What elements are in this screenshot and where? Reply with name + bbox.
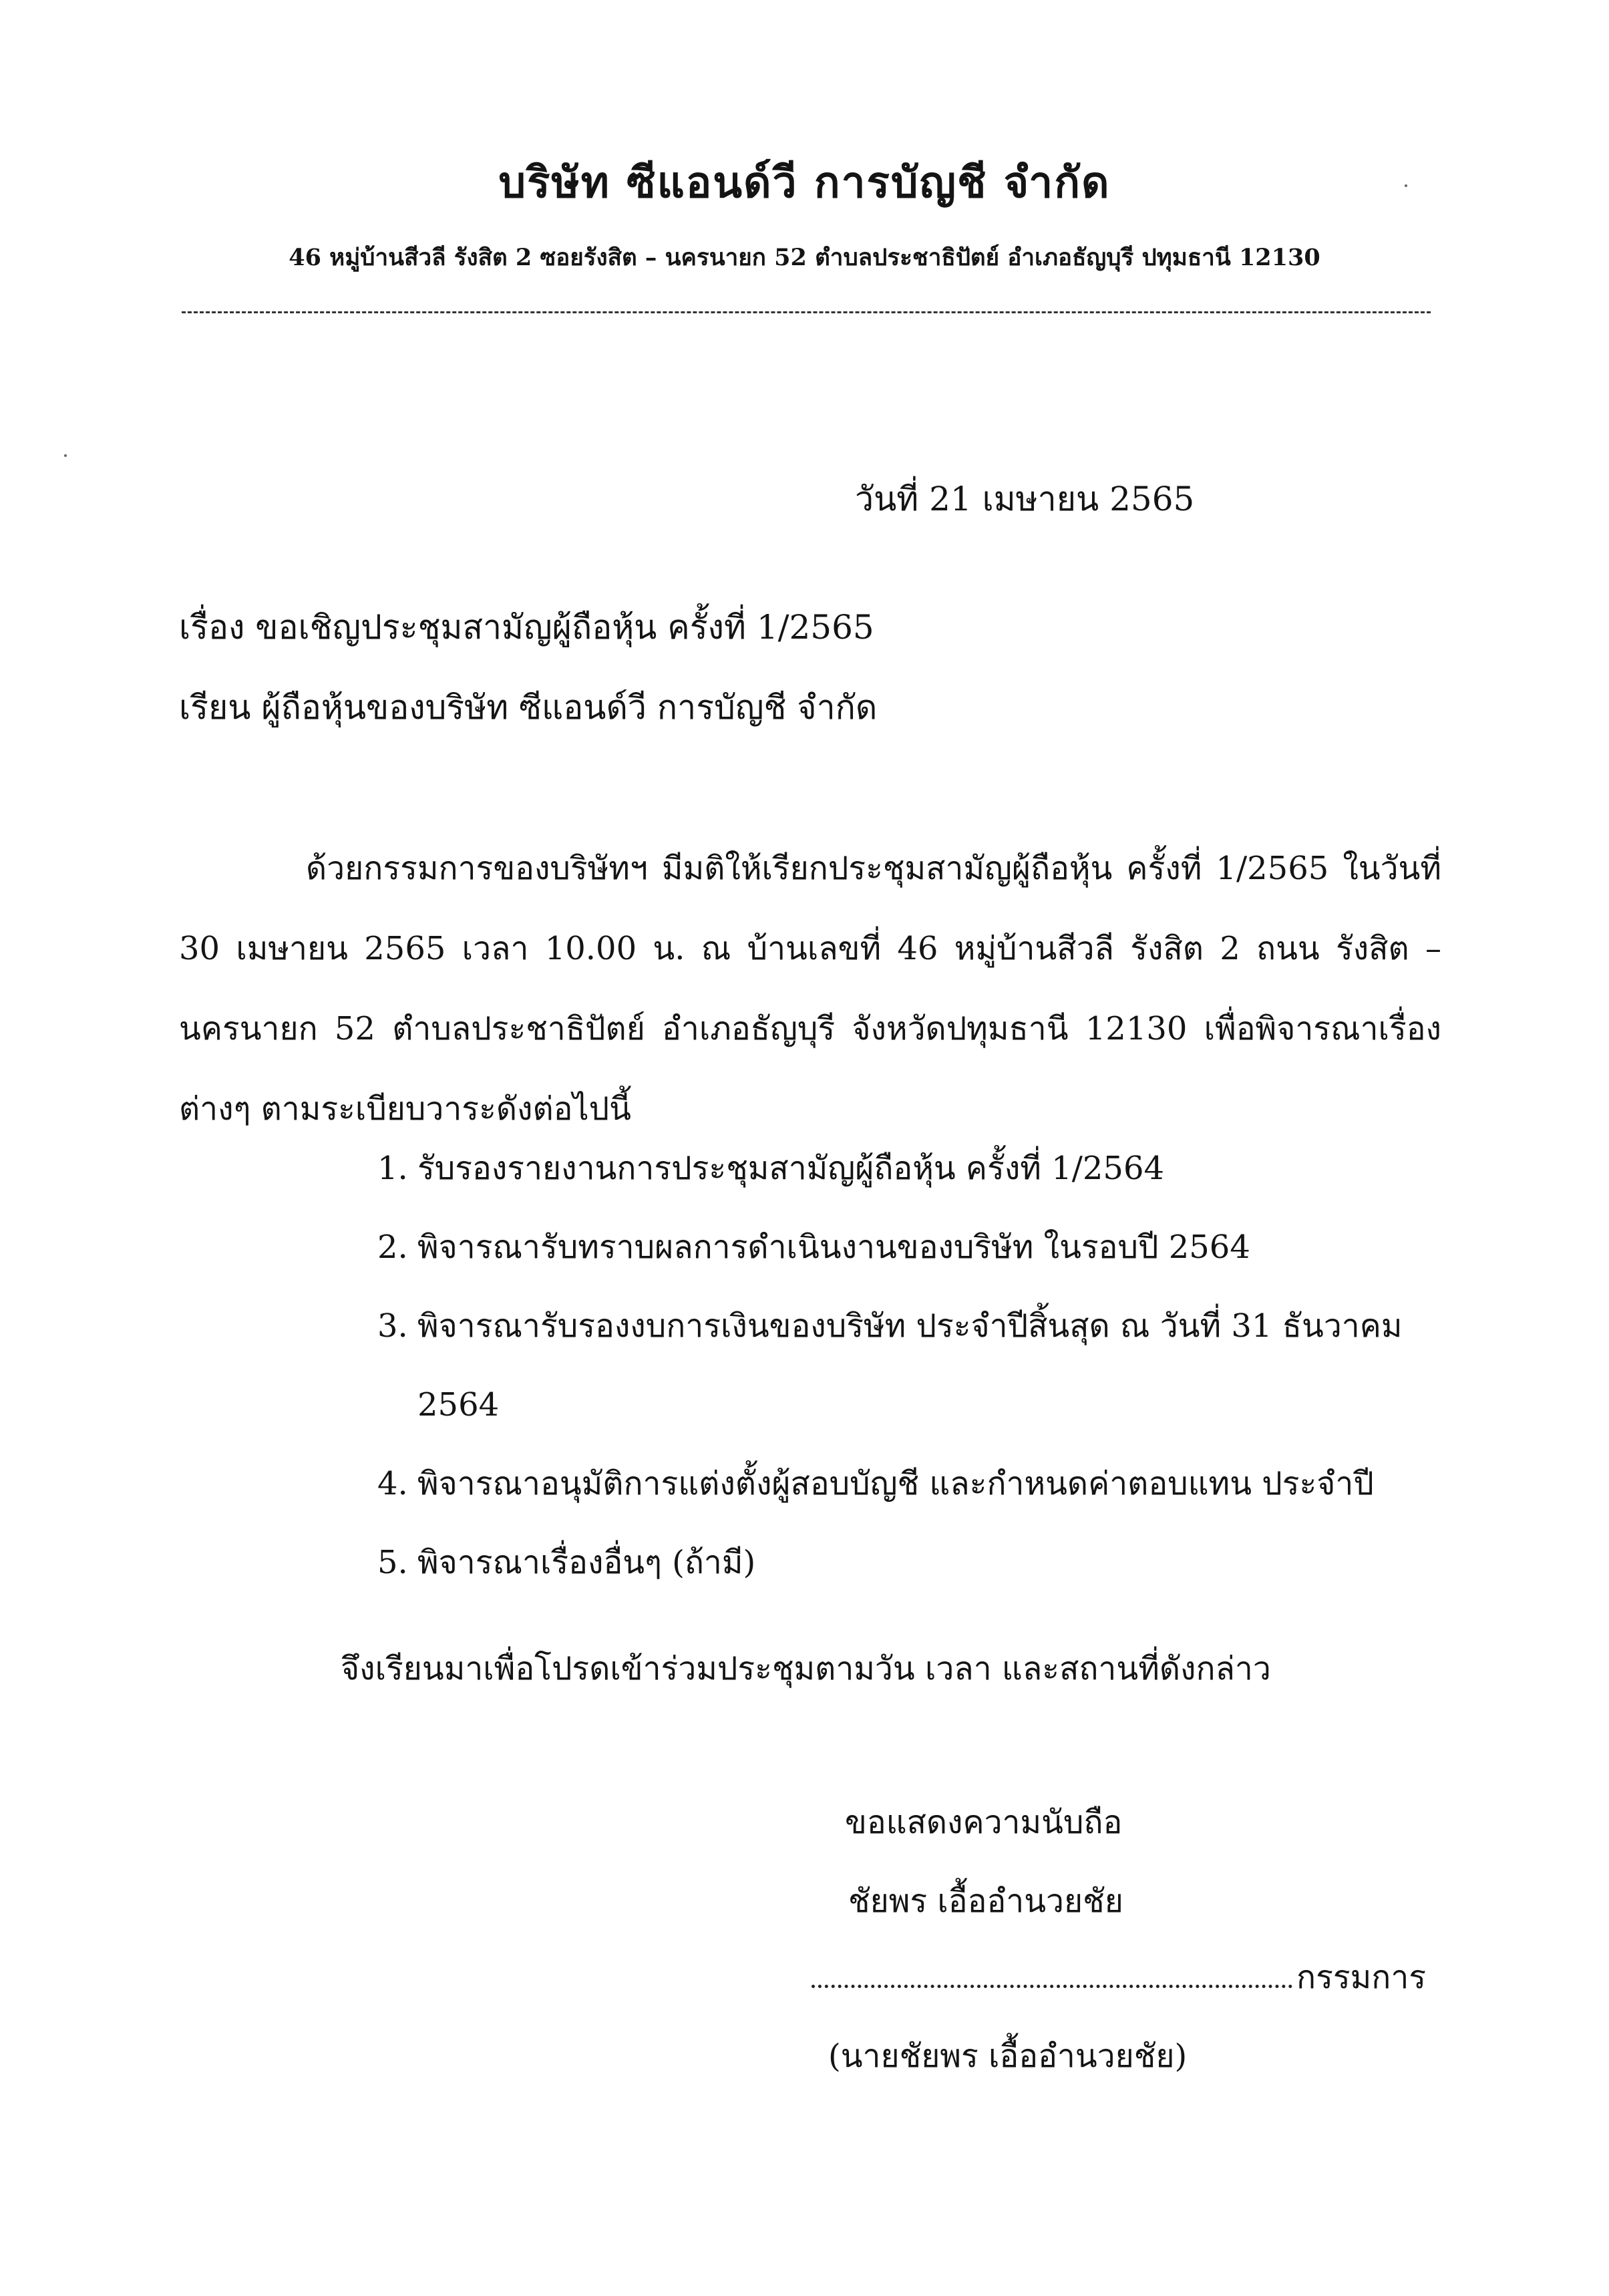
signature-printed-name: (นายชัยพร เอื้ออำนวยชัย)	[828, 2037, 1188, 2075]
agenda-text: พิจารณารับรองงบการเงินของบริษัท ประจำปีสิ้นสุด ณ วันที่ 31 ธันวาคม 2564	[417, 1307, 1403, 1424]
agenda-text: รับรองรายงานการประชุมสามัญผู้ถือหุ้น ครั้งที่ 1/2564	[417, 1150, 1165, 1187]
scan-speck	[1405, 184, 1407, 187]
agenda-text: พิจารณารับทราบผลการดำเนินงานของบริษัท ในรอบปี 2564	[417, 1228, 1250, 1266]
agenda-item	[377, 1287, 1419, 1444]
agenda-number: 4.	[377, 1465, 408, 1502]
company-name: บริษัท ซีแอนด์วี การบัญชี จำกัด	[498, 158, 1111, 208]
header-divider	[182, 311, 1431, 313]
letter-body: ด้วยกรรมการของบริษัทฯ มีมติให้เรียกประชุมสามัญผู้ถือหุ้น ครั้งที่ 1/2565 ในวันที่ 30 เมษายน 2565 เวลา 10.00 น. ณ บ้านเลขที่ 46 หมู่บ้านสีวลี รังสิต 2 ถนน รังสิต – นครนายก 52 ตำบลประชาธิปัตย์ อำเภอธัญบุรี จังหวัดปทุมธานี 12130 เพื่อพิจารณาเรื่องต่างๆ ตามระเบียบวาระดังต่อไปนี้	[179, 850, 1441, 1128]
letter-recipient: เรียน ผู้ถือหุ้นของบริษัท ซีแอนด์วี การบัญชี จำกัด	[179, 688, 878, 727]
agenda-text: พิจารณาเรื่องอื่นๆ (ถ้ามี)	[417, 1544, 756, 1581]
letter-subject: เรื่อง ขอเชิญประชุมสามัญผู้ถือหุ้น ครั้งที่ 1/2565	[179, 608, 874, 647]
scan-speck	[64, 454, 67, 457]
company-address: 46 หมู่บ้านสีวลี รังสิต 2 ซอยรังสิต – นครนายก 52 ตำบลประชาธิปัตย์ อำเภอธัญบุรี ปทุมธานี 12130	[289, 244, 1320, 271]
agenda-number: 3.	[377, 1307, 408, 1345]
letter-closing: จึงเรียนมาเพื่อโปรดเข้าร่วมประชุมตามวัน เวลา และสถานที่ดังกล่าว	[341, 1650, 1271, 1687]
agenda-text: พิจารณาอนุมัติการแต่งตั้งผู้สอบบัญชี และกำหนดค่าตอบแทน ประจำปี	[417, 1465, 1374, 1502]
agenda-item	[377, 1523, 1419, 1602]
letter-date: วันที่ 21 เมษายน 2565	[855, 480, 1195, 518]
signature-regards: ขอแสดงความนับถือ	[845, 1804, 1123, 1841]
agenda-list	[377, 1129, 1419, 1602]
agenda-item	[377, 1444, 1419, 1523]
signature-line	[812, 1952, 1426, 2003]
agenda-number: 5.	[377, 1544, 408, 1581]
agenda-item	[377, 1208, 1419, 1287]
signature-name: ชัยพร เอื้ออำนวยชัย	[848, 1882, 1123, 1920]
agenda-item	[377, 1129, 1419, 1208]
signature-dotted-line	[812, 1958, 1292, 1988]
agenda-number: 1.	[377, 1150, 408, 1187]
signature-role: กรรมการ	[1296, 1959, 1427, 1996]
agenda-number: 2.	[377, 1228, 408, 1266]
